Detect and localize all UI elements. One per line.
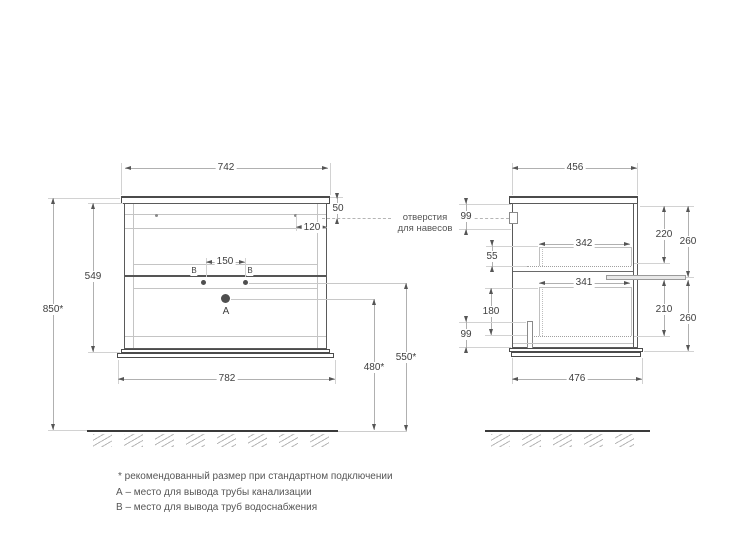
- extension-line: [485, 288, 538, 289]
- arrow-left-icon: [539, 281, 545, 285]
- extension-line: [637, 163, 638, 195]
- arrow-right-icon: [631, 166, 637, 170]
- arrow-up-icon: [404, 283, 408, 289]
- floor-hatching-left: [93, 434, 340, 447]
- dim-55: 55: [486, 251, 498, 262]
- extension-line: [335, 360, 336, 384]
- top-drawer-bottom-line: [527, 266, 631, 267]
- arrow-down-icon: [464, 198, 468, 204]
- arrow-right-icon: [322, 166, 328, 170]
- arrow-up-icon: [464, 229, 468, 235]
- dim-260-bottom: 260: [679, 313, 697, 324]
- hanger-holes-callout: [398, 212, 453, 235]
- floor-line-right: [485, 430, 650, 432]
- dim-220: 220: [655, 229, 673, 240]
- arrow-up-icon: [51, 198, 55, 204]
- extension-line: [486, 246, 538, 247]
- extension-line: [459, 322, 526, 323]
- extension-line: [644, 351, 694, 352]
- dim-342: 342: [575, 238, 593, 249]
- dim-742: 742: [217, 162, 235, 173]
- drain-outlet: [221, 294, 230, 303]
- extension-line: [88, 352, 120, 353]
- dim-480: 480*: [363, 362, 385, 373]
- arrow-right-icon: [329, 377, 335, 381]
- arrow-right-icon: [636, 377, 642, 381]
- arrow-down-icon: [662, 257, 666, 263]
- bottom-drawer-back-line: [539, 287, 540, 336]
- bottom-drawer-bottom-line: [527, 336, 631, 337]
- dim-549: 549: [84, 271, 102, 282]
- extension-line: [634, 263, 670, 264]
- plinth-lower-side: [511, 352, 641, 357]
- arrow-up-icon: [686, 280, 690, 286]
- drawer-divider-line: [125, 275, 326, 277]
- plinth-lower-front: [117, 353, 334, 358]
- top-drawer-front-line: [631, 247, 632, 266]
- arrow-down-icon: [686, 345, 690, 351]
- arrow-up-icon: [372, 299, 376, 305]
- arrow-up-icon: [489, 288, 493, 294]
- floor-line-extension: [338, 431, 407, 432]
- arrow-up-icon: [662, 206, 666, 212]
- floor-line-left: [87, 430, 338, 432]
- dim-782: 782: [218, 373, 236, 384]
- arrow-left-icon: [118, 377, 124, 381]
- arrow-down-icon: [686, 271, 690, 277]
- arrow-left-icon: [206, 260, 212, 264]
- hanger-hole-mark-left: [155, 214, 158, 217]
- leader-line-supply: [249, 283, 406, 284]
- arrow-down-icon: [372, 424, 376, 430]
- arrow-down-icon: [489, 329, 493, 335]
- arrow-down-icon: [335, 193, 339, 199]
- arrow-left-icon: [512, 377, 518, 381]
- extension-line: [48, 198, 120, 199]
- floor-hatching-right: [491, 434, 644, 447]
- drawer-gap-bottom-line: [134, 288, 317, 289]
- note-recommended: * рекомендованный размер при стандартном подключении: [118, 471, 393, 482]
- callout-line1: отверстия: [402, 212, 448, 223]
- arrow-up-icon: [91, 203, 95, 209]
- leader-line-drain: [231, 299, 374, 300]
- arrow-right-icon: [624, 281, 630, 285]
- arrow-down-icon: [91, 346, 95, 352]
- top-drawer-back-line: [539, 247, 540, 266]
- dim-210: 210: [655, 304, 673, 315]
- extension-line: [634, 336, 670, 337]
- dim-850: 850*: [42, 304, 64, 315]
- water-outlet-right: [243, 280, 248, 285]
- dim-99-bottom: 99: [460, 329, 472, 340]
- arrow-down-icon: [51, 424, 55, 430]
- extension-line: [330, 163, 331, 195]
- dim-50: 50: [332, 203, 344, 214]
- note-marker-b: В – место для вывода труб водоснабжения: [116, 502, 318, 513]
- arrow-right-icon: [624, 242, 630, 246]
- bottom-inner-line-side: [513, 343, 633, 344]
- arrow-down-icon: [490, 240, 494, 246]
- dim-260-top: 260: [679, 236, 697, 247]
- dim-150: 150: [216, 256, 234, 267]
- hanger-bracket: [509, 212, 518, 224]
- marker-b-left: В: [191, 266, 197, 275]
- arrow-down-icon: [464, 316, 468, 322]
- extension-line: [686, 277, 694, 278]
- dim-180: 180: [482, 306, 500, 317]
- dim-99-top: 99: [460, 211, 472, 222]
- dim-550: 550*: [395, 352, 417, 363]
- dim-341: 341: [575, 277, 593, 288]
- arrow-up-icon: [490, 266, 494, 272]
- extension-line: [121, 163, 122, 195]
- extension-line: [296, 215, 297, 231]
- callout-line2: для навесов: [397, 223, 453, 235]
- arrow-up-icon: [686, 206, 690, 212]
- bottom-drawer-front-line: [631, 287, 632, 336]
- arrow-left-icon: [539, 242, 545, 246]
- drawer-rail: [606, 275, 686, 280]
- water-outlet-left: [201, 280, 206, 285]
- arrow-right-icon: [239, 260, 245, 264]
- extension-line: [48, 430, 87, 431]
- bottom-inner-line: [125, 336, 326, 337]
- callout-leader-left: [322, 218, 391, 219]
- pipe-notch: [527, 321, 533, 350]
- shelf-divider-line: [513, 271, 633, 272]
- note-marker-a: А – место для вывода трубы канализации: [116, 487, 312, 498]
- arrow-down-icon: [662, 330, 666, 336]
- marker-b-right: В: [247, 266, 253, 275]
- arrow-left-icon: [125, 166, 131, 170]
- bottom-drawer-back-inner-line: [542, 287, 543, 336]
- marker-a: А: [222, 306, 230, 317]
- extension-line: [485, 335, 527, 336]
- arrow-up-icon: [464, 347, 468, 353]
- extension-line: [642, 358, 643, 384]
- dim-456: 456: [566, 162, 584, 173]
- arrow-up-icon: [662, 280, 666, 286]
- dim-476: 476: [568, 373, 586, 384]
- arrow-left-icon: [512, 166, 518, 170]
- dim-120: 120: [303, 222, 321, 233]
- top-drawer-back-inner-line: [542, 247, 543, 266]
